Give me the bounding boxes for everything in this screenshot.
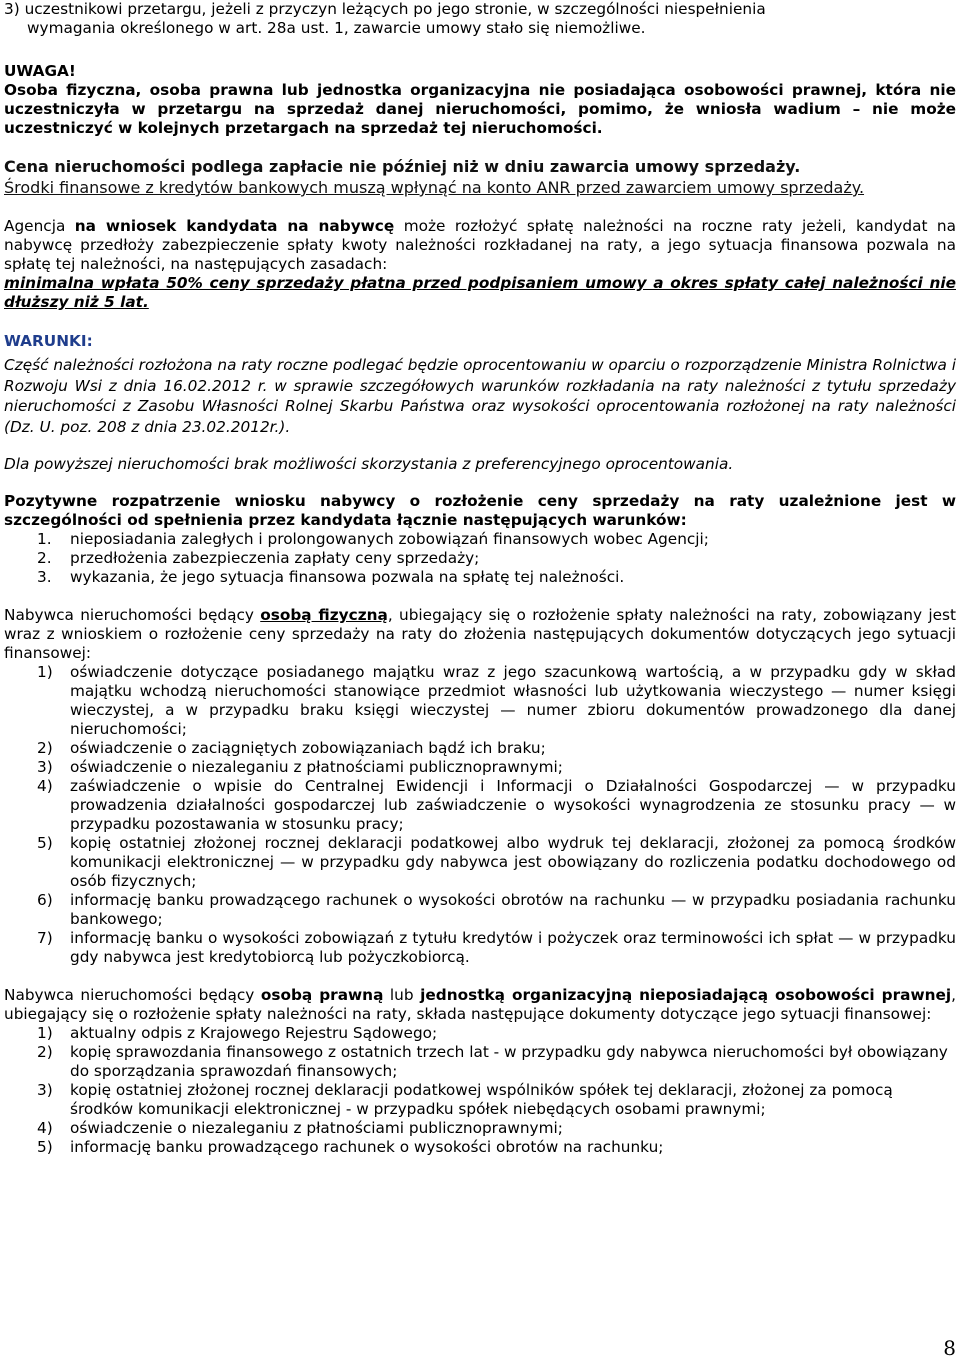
list-item: 7) informację banku o wysokości zobowiązań z tytułu kredytów i pożyczek oraz terminowości ich spłat — w przypadku gdy nabywca jest kredytobiorcą lub pożyczkobiorcą. bbox=[37, 929, 956, 966]
warunki-text: Część należności rozłożona na raty roczne podlegać będzie oprocentowaniu w oparciu o rozporządzenie Ministra Rolnictwa i Rozwoju Wsi z dnia 16.02.2012 r. w sprawie szczegółowych warunków rozkładania na raty należności z tytułu sprzedaży nieruchomości z Zasobu Własności Rolnej Skarbu Państwa oraz wysokości oprocentowania rozłożonej na raty należności (Dz. U. poz. 208 z dnia 23.02.2012r.). bbox=[4, 356, 956, 436]
intro-line-1: 3) uczestnikowi przetargu, jeżeli z przyczyn leżących po jego stronie, w szczególności niespełnienia bbox=[4, 0, 766, 18]
list-item: 1) oświadczenie dotyczące posiadanego majątku wraz z jego szacunkową wartością, a w przypadku gdy w skład majątku wchodzą nieruchomości stanowiące przedmiot własności lub użytkowania wieczystego — numer księgi wieczystej, a w przypadku braku księgi wieczystej — numer zbioru dokumentów prowadzonego dla danej nieruchomości; bbox=[37, 663, 956, 738]
fizyczna-t2: osobą fizyczną bbox=[260, 606, 388, 624]
uwaga-heading: UWAGA! bbox=[4, 62, 76, 80]
prawna-t4: jednostką organizacyjną nieposiadającą osobowości prawnej bbox=[420, 986, 952, 1004]
list-item: 5) informację banku prowadzącego rachunek o wysokości obrotów na rachunku; bbox=[37, 1138, 664, 1156]
list-item: 2) oświadczenie o zaciągniętych zobowiązaniach bądź ich braku; bbox=[37, 739, 546, 757]
list-item: 3) oświadczenie o niezaleganiu z płatnościami publicznoprawnymi; bbox=[37, 758, 563, 776]
prawna-t5: , ubiegający się o rozłożenie spłaty należności na raty, składa następujące dokumenty dotyczące jego sytuacji finansowej: bbox=[4, 986, 956, 1023]
uwaga-text: Osoba fizyczna, osoba prawna lub jednostka organizacyjna nie posiadająca osobowości prawnej, która nie uczestniczyła w przetargu na sprzedaż danej nieruchomości, pomimo, że wniosła wadium – nie może uczestniczyć w kolejnych przetargach na sprzedaż tej nieruchomości. bbox=[4, 81, 956, 137]
list-item: 2. przedłożenia zabezpieczenia zapłaty ceny sprzedaży; bbox=[37, 549, 480, 567]
pozytywne-list bbox=[4, 530, 956, 587]
pozytywne-heading: Pozytywne rozpatrzenie wniosku nabywcy o rozłożenie ceny sprzedaży na raty uzależnione jest w szczególności od spełnienia przez kandydata łącznie następujących warunków: bbox=[4, 492, 956, 529]
agencja-terms: minimalna wpłata 50% ceny sprzedaży płatna przed podpisaniem umowy a okres spłaty całej należności nie dłuższy niż 5 lat. bbox=[4, 274, 956, 311]
intro-line-2: wymagania określonego w art. 28a ust. 1, zawarcie umowy stało się niemożliwe. bbox=[27, 19, 646, 37]
cena-statement: Cena nieruchomości podlega zapłacie nie później niż w dniu zawarcia umowy sprzedaży. bbox=[4, 157, 801, 176]
prawna-list bbox=[4, 1024, 956, 1157]
list-item: 5) kopię ostatniej złożonej rocznej deklaracji podatkowej albo wydruk tej deklaracji, złożonej za pomocą środków komunikacji elektronicznej — w przypadku gdy nabywca jest obowiązany do rozliczenia podatku dochodowego od osób fizycznych; bbox=[37, 834, 956, 890]
list-item: 2) kopię sprawozdania finansowego z ostatnich trzech lat - w przypadku gdy nabywca nieruchomości był obowiązany do sporządzania sprawozdań finansowych; bbox=[37, 1043, 948, 1080]
list-item: 3. wykazania, że jego sytuacja finansowa pozwala na spłatę tej należności. bbox=[37, 568, 625, 586]
warunki-heading: WARUNKI: bbox=[4, 332, 93, 350]
agencja-paragraph bbox=[4, 217, 956, 312]
fizyczna-list bbox=[4, 663, 956, 967]
prawna-t1: Nabywca nieruchomości będący bbox=[4, 986, 261, 1004]
prawna-paragraph bbox=[4, 986, 956, 1024]
list-item: 1) aktualny odpis z Krajowego Rejestru Sądowego; bbox=[37, 1024, 438, 1042]
list-item: 1. nieposiadania zaległych i prolongowanych zobowiązań finansowych wobec Agencji; bbox=[37, 530, 709, 548]
list-item: 3) kopię ostatniej złożonej rocznej deklaracji podatkowej wspólników spółek tej deklaracji, złożonej za pomocą środków komunikacji elektronicznej - w przypadku spółek niebędących osobami prawnymi; bbox=[37, 1081, 893, 1118]
list-item: 6) informację banku prowadzącego rachunek o wysokości obrotów na rachunku — w przypadku posiadania rachunku bankowego; bbox=[37, 891, 956, 928]
fizyczna-paragraph bbox=[4, 606, 956, 663]
intro-item-3 bbox=[4, 0, 956, 38]
list-item: 4) zaświadczenie o wpisie do Centralnej Ewidencji i Informacji o Działalności Gospodarczej — w przypadku prowadzenia działalności gospodarczej lub zaświadczenie o wysokości wynagrodzenia ze stosunku pracy — w przypadku pozostawania w stosunku pracy; bbox=[37, 777, 956, 833]
document-page bbox=[4, 0, 956, 1157]
preferencja-note: Dla powyższej nieruchomości brak możliwości skorzystania z preferencyjnego oprocentowania. bbox=[4, 455, 734, 473]
funding-note: Środki finansowe z kredytów bankowych muszą wpłynąć na konto ANR przed zawarciem umowy sprzedaży. bbox=[4, 178, 865, 197]
agencja-t3: może rozłożyć spłatę należności na roczne raty jeżeli, kandydat na nabywcę przedłoży zabezpieczenie spłaty kwoty należności rozkładanej na raty, a jego sytuacja finansowa pozwala na spłatę tej należności, na następujących zasadach: bbox=[4, 217, 956, 273]
fizyczna-t1: Nabywca nieruchomości będący bbox=[4, 606, 261, 624]
prawna-t2: osobą prawną bbox=[260, 986, 384, 1004]
list-item: 4) oświadczenie o niezaleganiu z płatnościami publicznoprawnymi; bbox=[37, 1119, 563, 1137]
agencja-t1: Agencja bbox=[4, 217, 75, 235]
agencja-t2: na wniosek kandydata na nabywcę bbox=[74, 217, 395, 235]
page-number: 8 bbox=[943, 1336, 956, 1360]
fizyczna-t3: , ubiegający się o rozłożenie spłaty należności na raty, zobowiązany jest wraz z wnioskiem o rozłożenie ceny sprzedaży na raty do złożenia następujących dokumentów dotyczących jego sytuacji finansowej: bbox=[4, 606, 956, 662]
prawna-t3: lub bbox=[383, 986, 421, 1004]
